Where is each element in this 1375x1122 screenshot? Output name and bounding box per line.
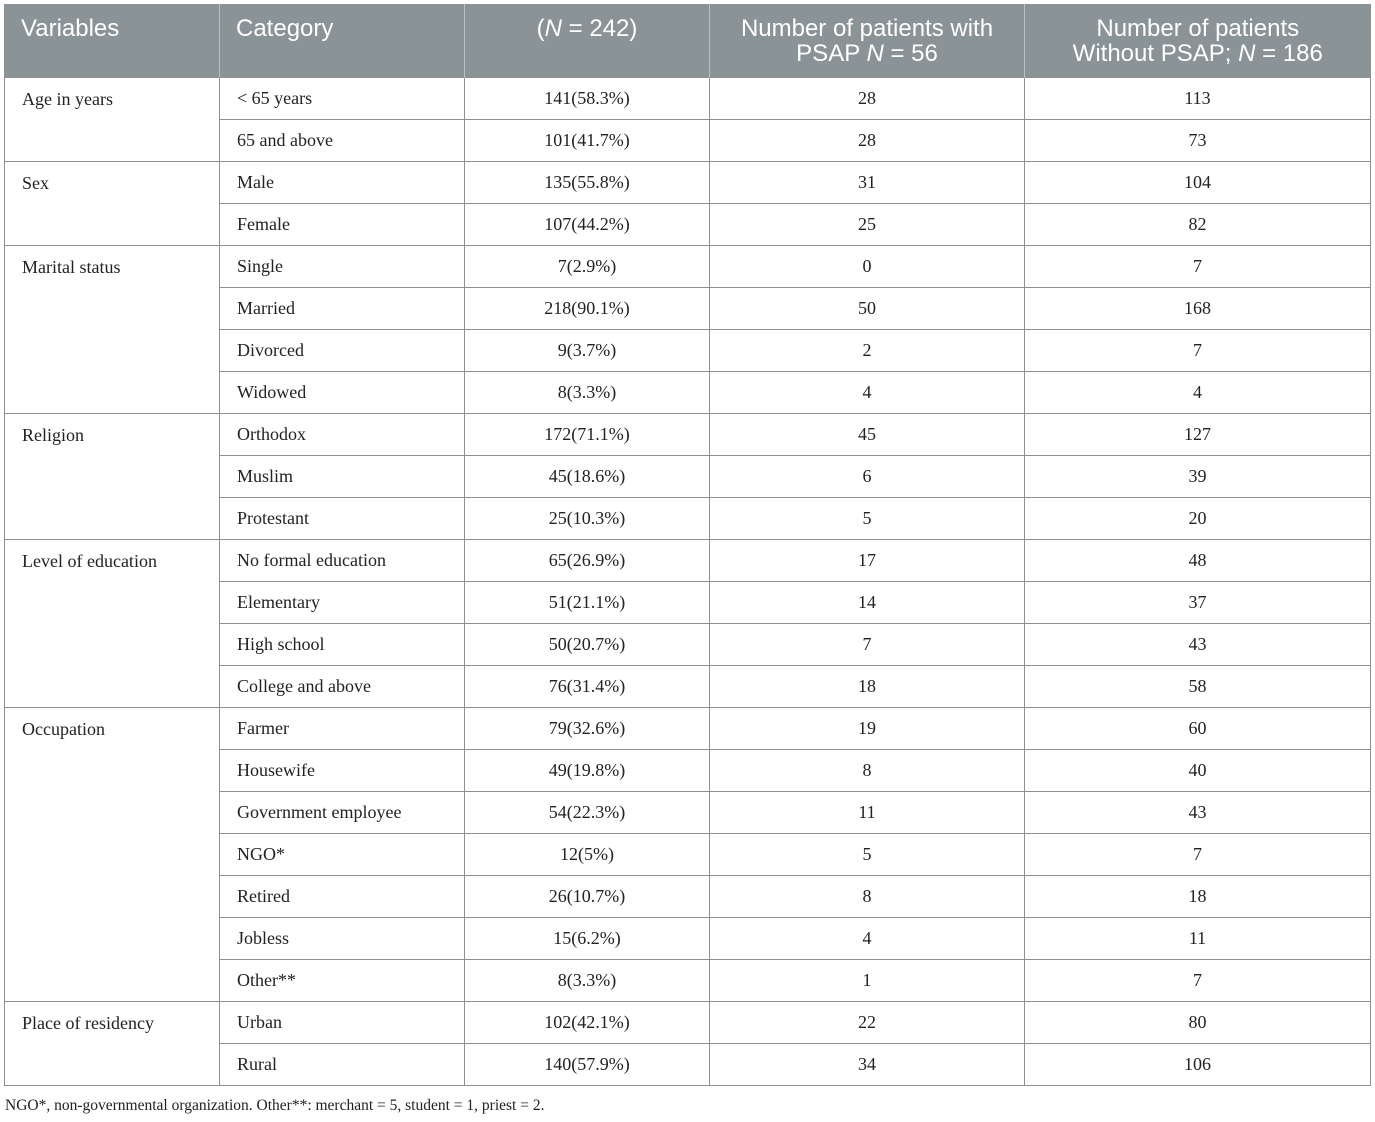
total-cell: 54(22.3%) bbox=[465, 791, 710, 833]
without-psap-cell: 37 bbox=[1025, 581, 1371, 623]
category-cell: Divorced bbox=[220, 329, 465, 371]
table-row bbox=[5, 161, 1371, 203]
table-row bbox=[5, 413, 1371, 455]
total-cell: 76(31.4%) bbox=[465, 665, 710, 707]
without-psap-cell: 43 bbox=[1025, 623, 1371, 665]
with-psap-cell: 45 bbox=[710, 413, 1025, 455]
table-header bbox=[5, 4, 1371, 77]
category-cell: Male bbox=[220, 161, 465, 203]
without-psap-cell: 7 bbox=[1025, 245, 1371, 287]
without-psap-cell: 7 bbox=[1025, 833, 1371, 875]
without-psap-cell: 39 bbox=[1025, 455, 1371, 497]
header-total: (N = 242) bbox=[465, 4, 710, 77]
category-cell: Housewife bbox=[220, 749, 465, 791]
table-row bbox=[5, 245, 1371, 287]
without-psap-cell: 113 bbox=[1025, 77, 1371, 119]
patient-characteristics-table bbox=[4, 4, 1371, 1086]
with-psap-cell: 5 bbox=[710, 497, 1025, 539]
with-psap-cell: 4 bbox=[710, 371, 1025, 413]
category-cell: Retired bbox=[220, 875, 465, 917]
with-psap-cell: 28 bbox=[710, 119, 1025, 161]
category-cell: Widowed bbox=[220, 371, 465, 413]
with-psap-cell: 50 bbox=[710, 287, 1025, 329]
category-cell: NGO* bbox=[220, 833, 465, 875]
header-without-psap: Number of patients Without PSAP; N = 186 bbox=[1025, 4, 1371, 77]
total-cell: 141(58.3%) bbox=[465, 77, 710, 119]
total-cell: 15(6.2%) bbox=[465, 917, 710, 959]
with-psap-cell: 8 bbox=[710, 875, 1025, 917]
total-cell: 102(42.1%) bbox=[465, 1001, 710, 1043]
category-cell: Orthodox bbox=[220, 413, 465, 455]
header-category: Category bbox=[220, 4, 465, 77]
total-cell: 25(10.3%) bbox=[465, 497, 710, 539]
with-psap-cell: 14 bbox=[710, 581, 1025, 623]
with-psap-cell: 18 bbox=[710, 665, 1025, 707]
total-cell: 8(3.3%) bbox=[465, 371, 710, 413]
table-row bbox=[5, 77, 1371, 119]
with-psap-cell: 22 bbox=[710, 1001, 1025, 1043]
table-row bbox=[5, 539, 1371, 581]
without-psap-cell: 7 bbox=[1025, 329, 1371, 371]
variable-cell: Place of residency bbox=[5, 1001, 220, 1085]
with-psap-cell: 31 bbox=[710, 161, 1025, 203]
category-cell: Jobless bbox=[220, 917, 465, 959]
without-psap-cell: 20 bbox=[1025, 497, 1371, 539]
category-cell: Government employee bbox=[220, 791, 465, 833]
without-psap-cell: 168 bbox=[1025, 287, 1371, 329]
total-cell: 45(18.6%) bbox=[465, 455, 710, 497]
with-psap-cell: 11 bbox=[710, 791, 1025, 833]
category-cell: Muslim bbox=[220, 455, 465, 497]
category-cell: Single bbox=[220, 245, 465, 287]
category-cell: No formal education bbox=[220, 539, 465, 581]
category-cell: Other** bbox=[220, 959, 465, 1001]
total-cell: 9(3.7%) bbox=[465, 329, 710, 371]
with-psap-cell: 28 bbox=[710, 77, 1025, 119]
without-psap-cell: 43 bbox=[1025, 791, 1371, 833]
variable-cell: Sex bbox=[5, 161, 220, 245]
variable-cell: Age in years bbox=[5, 77, 220, 161]
table-row bbox=[5, 707, 1371, 749]
with-psap-cell: 17 bbox=[710, 539, 1025, 581]
variable-cell: Occupation bbox=[5, 707, 220, 1001]
variable-cell: Level of education bbox=[5, 539, 220, 707]
without-psap-cell: 80 bbox=[1025, 1001, 1371, 1043]
category-cell: Female bbox=[220, 203, 465, 245]
category-cell: 65 and above bbox=[220, 119, 465, 161]
total-cell: 50(20.7%) bbox=[465, 623, 710, 665]
total-cell: 12(5%) bbox=[465, 833, 710, 875]
without-psap-cell: 60 bbox=[1025, 707, 1371, 749]
category-cell: High school bbox=[220, 623, 465, 665]
header-with-psap: Number of patients with PSAP N = 56 bbox=[710, 4, 1025, 77]
header-row bbox=[5, 4, 1371, 77]
without-psap-cell: 48 bbox=[1025, 539, 1371, 581]
total-cell: 172(71.1%) bbox=[465, 413, 710, 455]
with-psap-cell: 19 bbox=[710, 707, 1025, 749]
category-cell: Elementary bbox=[220, 581, 465, 623]
total-cell: 140(57.9%) bbox=[465, 1043, 710, 1085]
with-psap-cell: 8 bbox=[710, 749, 1025, 791]
without-psap-cell: 11 bbox=[1025, 917, 1371, 959]
table-footnote: NGO*, non-governmental organization. Other**: merchant = 5, student = 1, priest = 2. bbox=[5, 1097, 545, 1114]
with-psap-cell: 2 bbox=[710, 329, 1025, 371]
category-cell: College and above bbox=[220, 665, 465, 707]
total-cell: 107(44.2%) bbox=[465, 203, 710, 245]
without-psap-cell: 4 bbox=[1025, 371, 1371, 413]
without-psap-cell: 104 bbox=[1025, 161, 1371, 203]
with-psap-cell: 25 bbox=[710, 203, 1025, 245]
total-cell: 7(2.9%) bbox=[465, 245, 710, 287]
total-cell: 49(19.8%) bbox=[465, 749, 710, 791]
category-cell: Urban bbox=[220, 1001, 465, 1043]
total-cell: 8(3.3%) bbox=[465, 959, 710, 1001]
category-cell: Protestant bbox=[220, 497, 465, 539]
with-psap-cell: 6 bbox=[710, 455, 1025, 497]
without-psap-cell: 73 bbox=[1025, 119, 1371, 161]
category-cell: Farmer bbox=[220, 707, 465, 749]
without-psap-cell: 7 bbox=[1025, 959, 1371, 1001]
total-cell: 26(10.7%) bbox=[465, 875, 710, 917]
variable-cell: Marital status bbox=[5, 245, 220, 413]
without-psap-cell: 58 bbox=[1025, 665, 1371, 707]
with-psap-cell: 5 bbox=[710, 833, 1025, 875]
without-psap-cell: 127 bbox=[1025, 413, 1371, 455]
table-row bbox=[5, 1001, 1371, 1043]
without-psap-cell: 82 bbox=[1025, 203, 1371, 245]
without-psap-cell: 18 bbox=[1025, 875, 1371, 917]
without-psap-cell: 40 bbox=[1025, 749, 1371, 791]
category-cell: Married bbox=[220, 287, 465, 329]
without-psap-cell: 106 bbox=[1025, 1043, 1371, 1085]
total-cell: 135(55.8%) bbox=[465, 161, 710, 203]
total-cell: 218(90.1%) bbox=[465, 287, 710, 329]
total-cell: 65(26.9%) bbox=[465, 539, 710, 581]
total-cell: 101(41.7%) bbox=[465, 119, 710, 161]
with-psap-cell: 7 bbox=[710, 623, 1025, 665]
with-psap-cell: 34 bbox=[710, 1043, 1025, 1085]
with-psap-cell: 4 bbox=[710, 917, 1025, 959]
total-cell: 79(32.6%) bbox=[465, 707, 710, 749]
total-cell: 51(21.1%) bbox=[465, 581, 710, 623]
table-body bbox=[5, 77, 1371, 1085]
header-variables: Variables bbox=[5, 4, 220, 77]
category-cell: Rural bbox=[220, 1043, 465, 1085]
with-psap-cell: 1 bbox=[710, 959, 1025, 1001]
category-cell: < 65 years bbox=[220, 77, 465, 119]
with-psap-cell: 0 bbox=[710, 245, 1025, 287]
variable-cell: Religion bbox=[5, 413, 220, 539]
